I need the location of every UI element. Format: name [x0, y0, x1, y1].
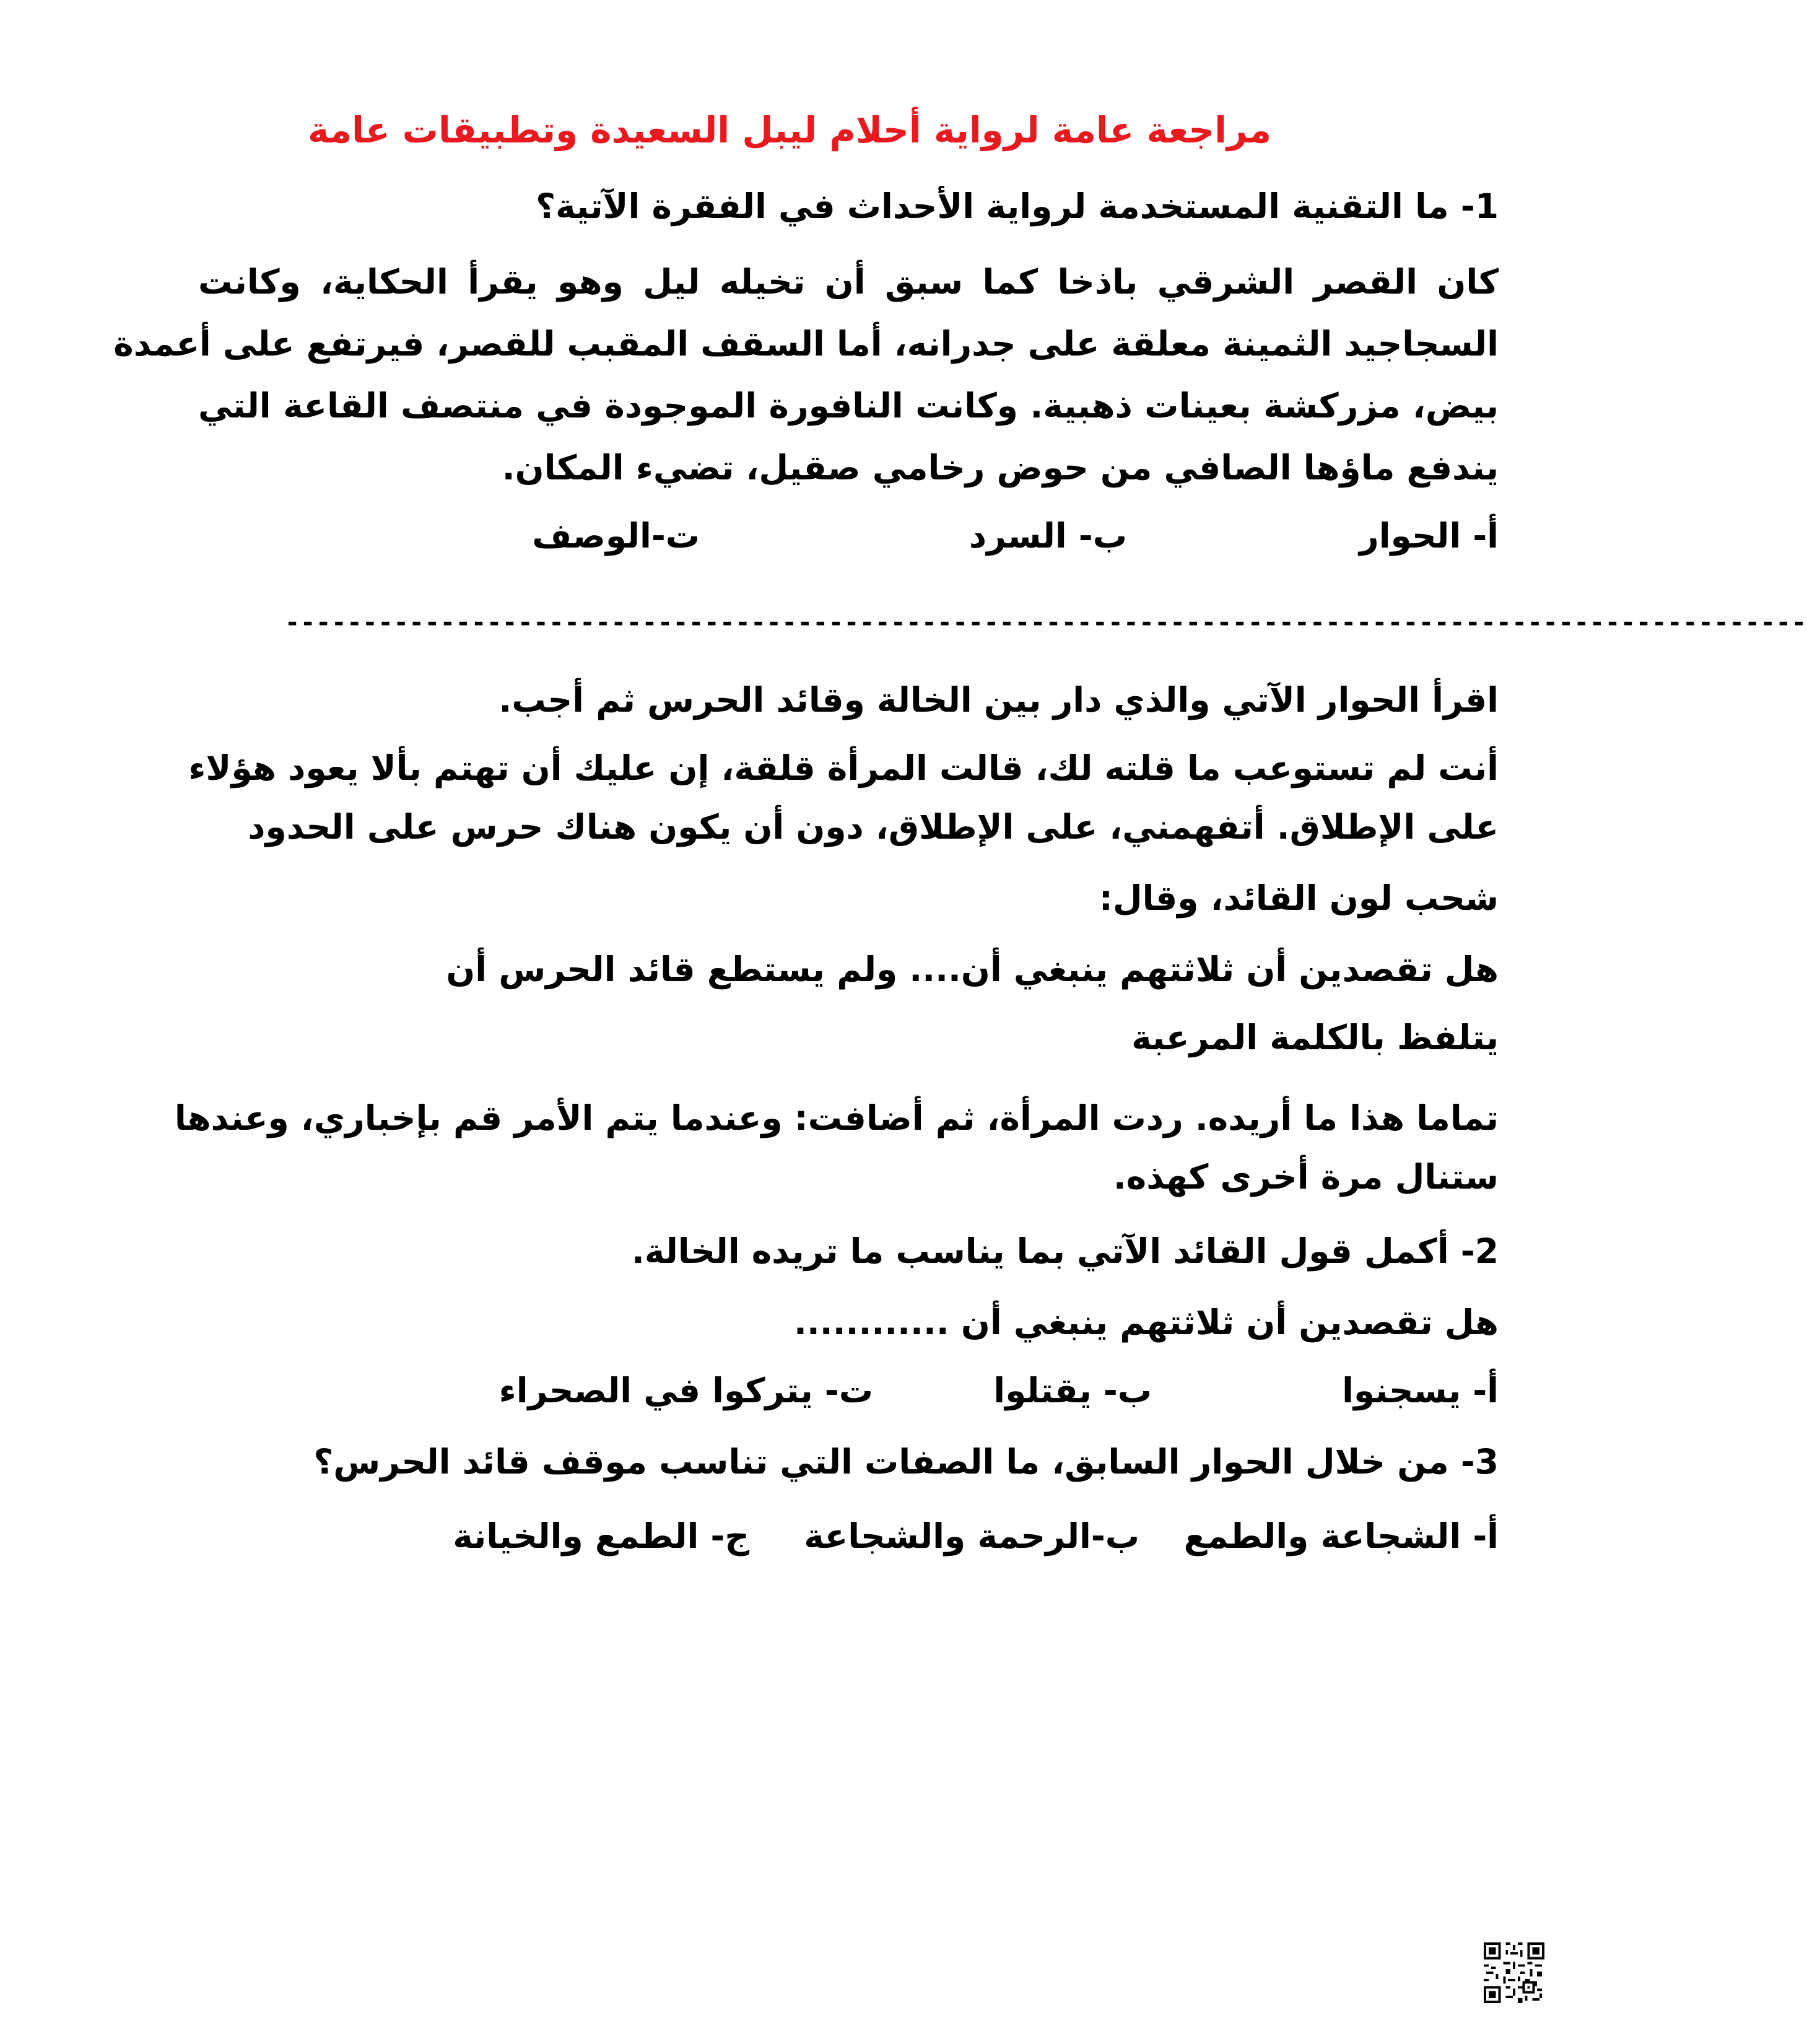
q1-option-a[interactable]: أ- الحوار — [1359, 516, 1499, 556]
q3-option-c[interactable]: ج- الطمع والخيانة — [453, 1516, 749, 1556]
question-2: 2- أكمل قول القائد الآتي بما يناسب ما تريده الخالة. — [631, 1231, 1499, 1271]
dialogue-line-1: أنت لم تستوعب ما قلته لك، قالت المرأة قلقة، إن عليك أن تهتم بألا يعود هؤلاء — [188, 748, 1499, 788]
separator-line: -------------------------------------------------------------------------------------------------- — [285, 608, 1807, 637]
q1-option-b[interactable]: ب- السرد — [969, 516, 1127, 556]
dialogue-line-2: على الإطلاق. أتفهمني، على الإطلاق، دون أن يكون هناك حرس على الحدود — [248, 807, 1499, 847]
q3-option-a[interactable]: أ- الشجاعة والطمع — [1183, 1516, 1499, 1556]
question-3: 3- من خلال الحوار السابق، ما الصفات التي تناسب موقف قائد الحرس؟ — [313, 1442, 1499, 1482]
question-1: 1- ما التقنية المستخدمة لرواية الأحداث في الفقرة الآتية؟ — [536, 186, 1499, 226]
q3-option-b[interactable]: ب-الرحمة والشجاعة — [804, 1516, 1139, 1556]
qr-code-icon — [1484, 1942, 1544, 2003]
passage-line-3: بيض، مزركشة بعينات ذهبية. وكانت النافورة الموجودة في منتصف القاعة التي — [198, 386, 1499, 426]
question-1-options — [198, 508, 1499, 564]
question-2-options — [198, 1363, 1499, 1418]
dialogue-line-4: هل تقصدين أن ثلاثتهم ينبغي أن.... ولم يستطع قائد الحرس أن — [446, 950, 1499, 989]
dialogue-line-6: تماما هذا ما أريده. ردت المرأة، ثم أضافت: وعندما يتم الأمر قم بإخباري، وعندها — [174, 1098, 1499, 1138]
dialogue-line-3: شحب لون القائد، وقال: — [1099, 878, 1499, 918]
q1-option-c[interactable]: ت-الوصف — [532, 516, 700, 556]
question-3-options — [198, 1508, 1499, 1564]
q2-option-b[interactable]: ب- يقتلوا — [993, 1371, 1152, 1410]
passage-line-2: السجاجيد الثمينة معلقة على جدرانه، أما السقف المقبب للقصر، فيرتفع على أعمدة — [113, 324, 1499, 364]
page-title: مراجعة عامة لرواية أحلام ليبل السعيدة وتطبيقات عامة — [307, 109, 1272, 151]
passage-line-4: يندفع ماؤها الصافي من حوض رخامي صقيل، تضيء المكان. — [502, 448, 1499, 487]
dialogue-intro: اقرأ الحوار الآتي والذي دار بين الخالة وقائد الحرس ثم أجب. — [499, 680, 1499, 720]
dialogue-line-5: يتلفظ بالكلمة المرعبة — [1131, 1018, 1499, 1057]
question-2-stem: هل تقصدين أن ثلاثتهم ينبغي أن ............ — [794, 1303, 1499, 1342]
dialogue-line-7: ستنال مرة أخرى كهذه. — [1113, 1157, 1499, 1197]
q2-option-c[interactable]: ت- يتركوا في الصحراء — [499, 1371, 873, 1410]
passage-line-1: كان القصر الشرقي باذخا كما سبق أن تخيله ليل وهو يقرأ الحكاية، وكانت — [198, 262, 1499, 302]
q2-option-a[interactable]: أ- يسجنوا — [1342, 1371, 1499, 1410]
